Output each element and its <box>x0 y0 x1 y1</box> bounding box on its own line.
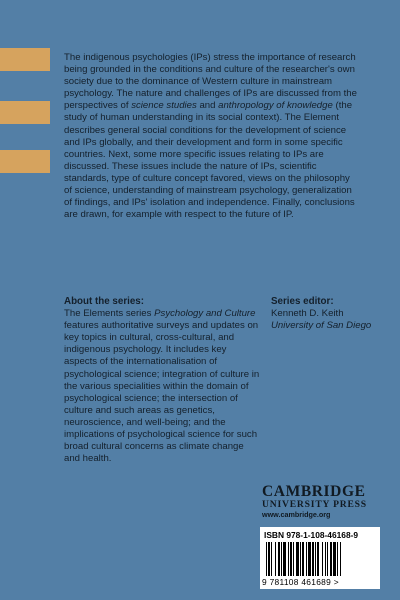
isbn-label: ISBN 978-1-108-46168-9 <box>264 530 359 540</box>
decorative-stripe-2 <box>0 101 50 124</box>
series-editor-heading: Series editor: <box>271 296 334 307</box>
about-series-text: The Elements series Psychology and Culture features authoritative surveys and updates on key topics in cultural, cross-cultural, and indigenous psychology. It includes key aspects of the internationalisation of psychological science; integration of culture in the various specialities within the domain of psychological science; the intersection of culture and such areas as genetics, neuroscience, and well-being; and the implications of psychological science for such broad cultural concerns as climate change and health. <box>64 308 260 465</box>
about-series-heading: About the series: <box>64 296 145 307</box>
series-editor-section <box>271 296 381 332</box>
anthropology-term: anthropology of knowledge <box>218 100 333 112</box>
barcode-digits: 9 781108 461689 > <box>262 577 339 587</box>
publisher-name: CAMBRIDGE <box>262 483 366 500</box>
decorative-stripe-3 <box>0 150 50 173</box>
series-editor-name: Kenneth D. Keith <box>271 308 344 320</box>
science-studies-term: science studies <box>131 100 197 112</box>
publisher-url: www.cambridge.org <box>262 510 331 519</box>
barcode-image <box>264 542 376 576</box>
barcode-panel <box>260 527 380 589</box>
publisher-press: UNIVERSITY PRESS <box>262 499 367 510</box>
decorative-stripe-1 <box>0 48 50 71</box>
book-abstract: The indigenous psychologies (IPs) stress the importance of research being grounded in the conditions and culture of the researcher's own society due to the dominance of Western culture in mainstream psychology. The nature and challenges of IPs are discussed from the perspectives of science studies and anthropology of knowledge (the study of human understanding in its social context). The Element describes general social conditions for the development of science and IPs globally, and their development and form in some specific countries. Next, some more specific issues relating to IPs are discussed. These issues include the nature of IPs, scientific standards, type of culture concept favored, views on the philosophy of science, understanding of mainstream psychology, generalization of findings, and IPs' isolation and independence. Finally, conclusions are drawn, for example with respect to the future of IP. <box>64 52 357 221</box>
publisher-logo <box>262 484 382 519</box>
series-editor-affiliation: University of San Diego <box>271 320 372 332</box>
series-title: Psychology and Culture <box>154 308 256 320</box>
about-series-section <box>64 296 260 465</box>
